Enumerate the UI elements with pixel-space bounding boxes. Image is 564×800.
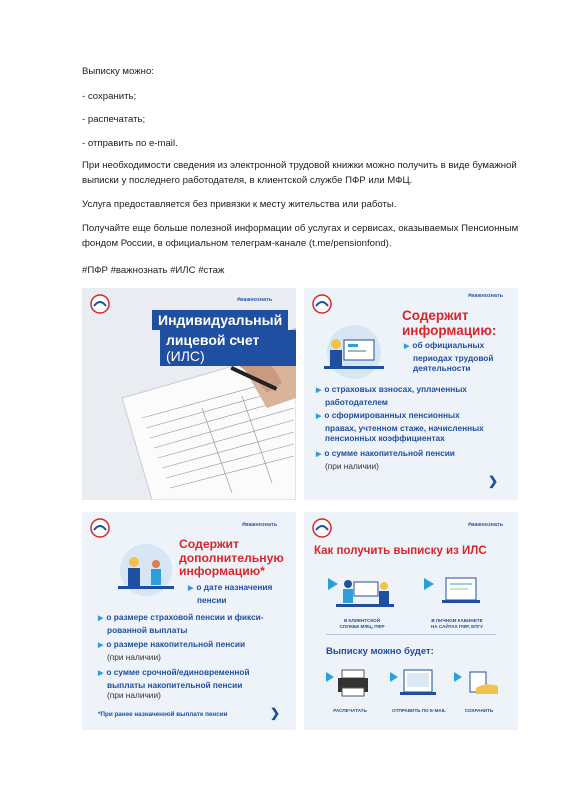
hashtag-label: #важнознать xyxy=(237,297,273,303)
intro-text: Выписку можно: xyxy=(82,66,154,77)
paragraph-telegram: Получайте еще больше полезной информации об услугах и сервисах, оказываемых Пенсионным фондом России, в официальном телеграм-канале (t.me/pensionfond). xyxy=(82,223,519,249)
card-title-line2 xyxy=(160,330,296,366)
bullet-lump-sum: ▶ о сумме срочной/единовременной выплаты накопительной пенсии (при наличии) xyxy=(98,667,250,700)
pfr-logo-icon xyxy=(312,518,332,538)
family-illustration xyxy=(112,540,180,598)
next-arrow-icon: ❯ xyxy=(270,706,281,720)
pfr-logo-icon xyxy=(90,294,110,314)
option-client-service: В КЛИЕНТСКОЙ СЛУЖБЕ МФЦ, ПФР xyxy=(339,618,385,629)
title-main: лицевой счет xyxy=(166,332,260,348)
bullet-pension-rights: ▶ о сформированных пенсионных правах, учтенном стаже, начисленных пенсионных коэффициентах xyxy=(316,410,484,443)
card-title xyxy=(179,538,284,579)
title-line1: Содержит xyxy=(179,537,239,551)
option-online-cabinet: В ЛИЧНОМ КАБИНЕТЕ НА САЙТАХ ПФР, ЕПГУ xyxy=(431,618,483,629)
card-how-to-get xyxy=(304,512,518,730)
bullet-insurance-pension: ▶ о размере страховой пенсии и фикси- рованной выплаты xyxy=(98,612,264,635)
card-title: Как получить выписку из ИЛС xyxy=(314,545,487,557)
office-worker-illustration xyxy=(316,320,392,380)
list-item-save: - сохранить; xyxy=(82,91,137,102)
hashtag-label: #важнознать xyxy=(242,522,278,528)
hashtags: #ПФР #важнознать #ИЛС #стаж xyxy=(82,265,225,276)
title-line2: дополнительную xyxy=(179,550,284,565)
bullet-assignment-date: ▶ о дате назначения пенсии xyxy=(188,582,273,605)
bullet-official-periods: ▶ об официальных периодах трудовой деятельности xyxy=(404,340,494,373)
email-icon xyxy=(388,664,440,698)
bullet-funded-pension: ▶ о сумме накопительной пенсии (при наличии) xyxy=(316,448,455,471)
pfr-logo-icon xyxy=(312,294,332,314)
divider xyxy=(326,634,496,635)
action-save: СОХРАНИТЬ xyxy=(464,708,494,713)
card-title xyxy=(402,308,496,338)
card-title-line1: Индивидуальный xyxy=(152,310,288,330)
paragraph-paper-extract: При необходимости сведения из электронной трудовой книжки можно получить в виде бумажной выписки у последнего работодателя, в клиентской службе ПФР или МФЦ. xyxy=(82,160,517,186)
title-line1: Содержит xyxy=(402,308,469,323)
footnote: *При ранее назначенной выплате пенсии xyxy=(98,711,228,718)
title-line3: информацию* xyxy=(179,564,265,578)
hashtag-label: #важнознать xyxy=(468,522,504,528)
save-hand-icon xyxy=(452,664,504,698)
list-item-print: - распечатать; xyxy=(82,114,146,125)
list-item-email: - отправить по e-mail. xyxy=(82,138,178,149)
title-abbr: (ИЛС) xyxy=(166,348,205,364)
pfr-logo-icon xyxy=(90,518,110,538)
printer-icon xyxy=(324,664,376,698)
card-ils-title xyxy=(82,288,296,500)
card-additional-info xyxy=(82,512,296,730)
action-print: РАСПЕЧАТАТЬ xyxy=(333,708,367,713)
subtitle: Выписку можно будет: xyxy=(326,646,434,657)
card-contains-info xyxy=(304,288,518,500)
client-service-illustration xyxy=(326,568,396,614)
bullet-insurance-contributions: ▶ о страховых взносах, уплаченных работодателем xyxy=(316,384,467,407)
bullet-funded-pension-size: ▶ о размере накопительной пенсии (при наличии) xyxy=(98,639,246,662)
action-email: ОТПРАВИТЬ ПО E-MAIL xyxy=(392,708,446,713)
next-arrow-icon: ❯ xyxy=(488,474,499,488)
title-line2: информацию: xyxy=(402,323,497,338)
hashtag-label: #важнознать xyxy=(468,293,504,299)
paragraph-no-binding: Услуга предоставляется без привязки к месту жительства или работы. xyxy=(82,199,397,210)
online-cabinet-illustration xyxy=(422,568,492,614)
